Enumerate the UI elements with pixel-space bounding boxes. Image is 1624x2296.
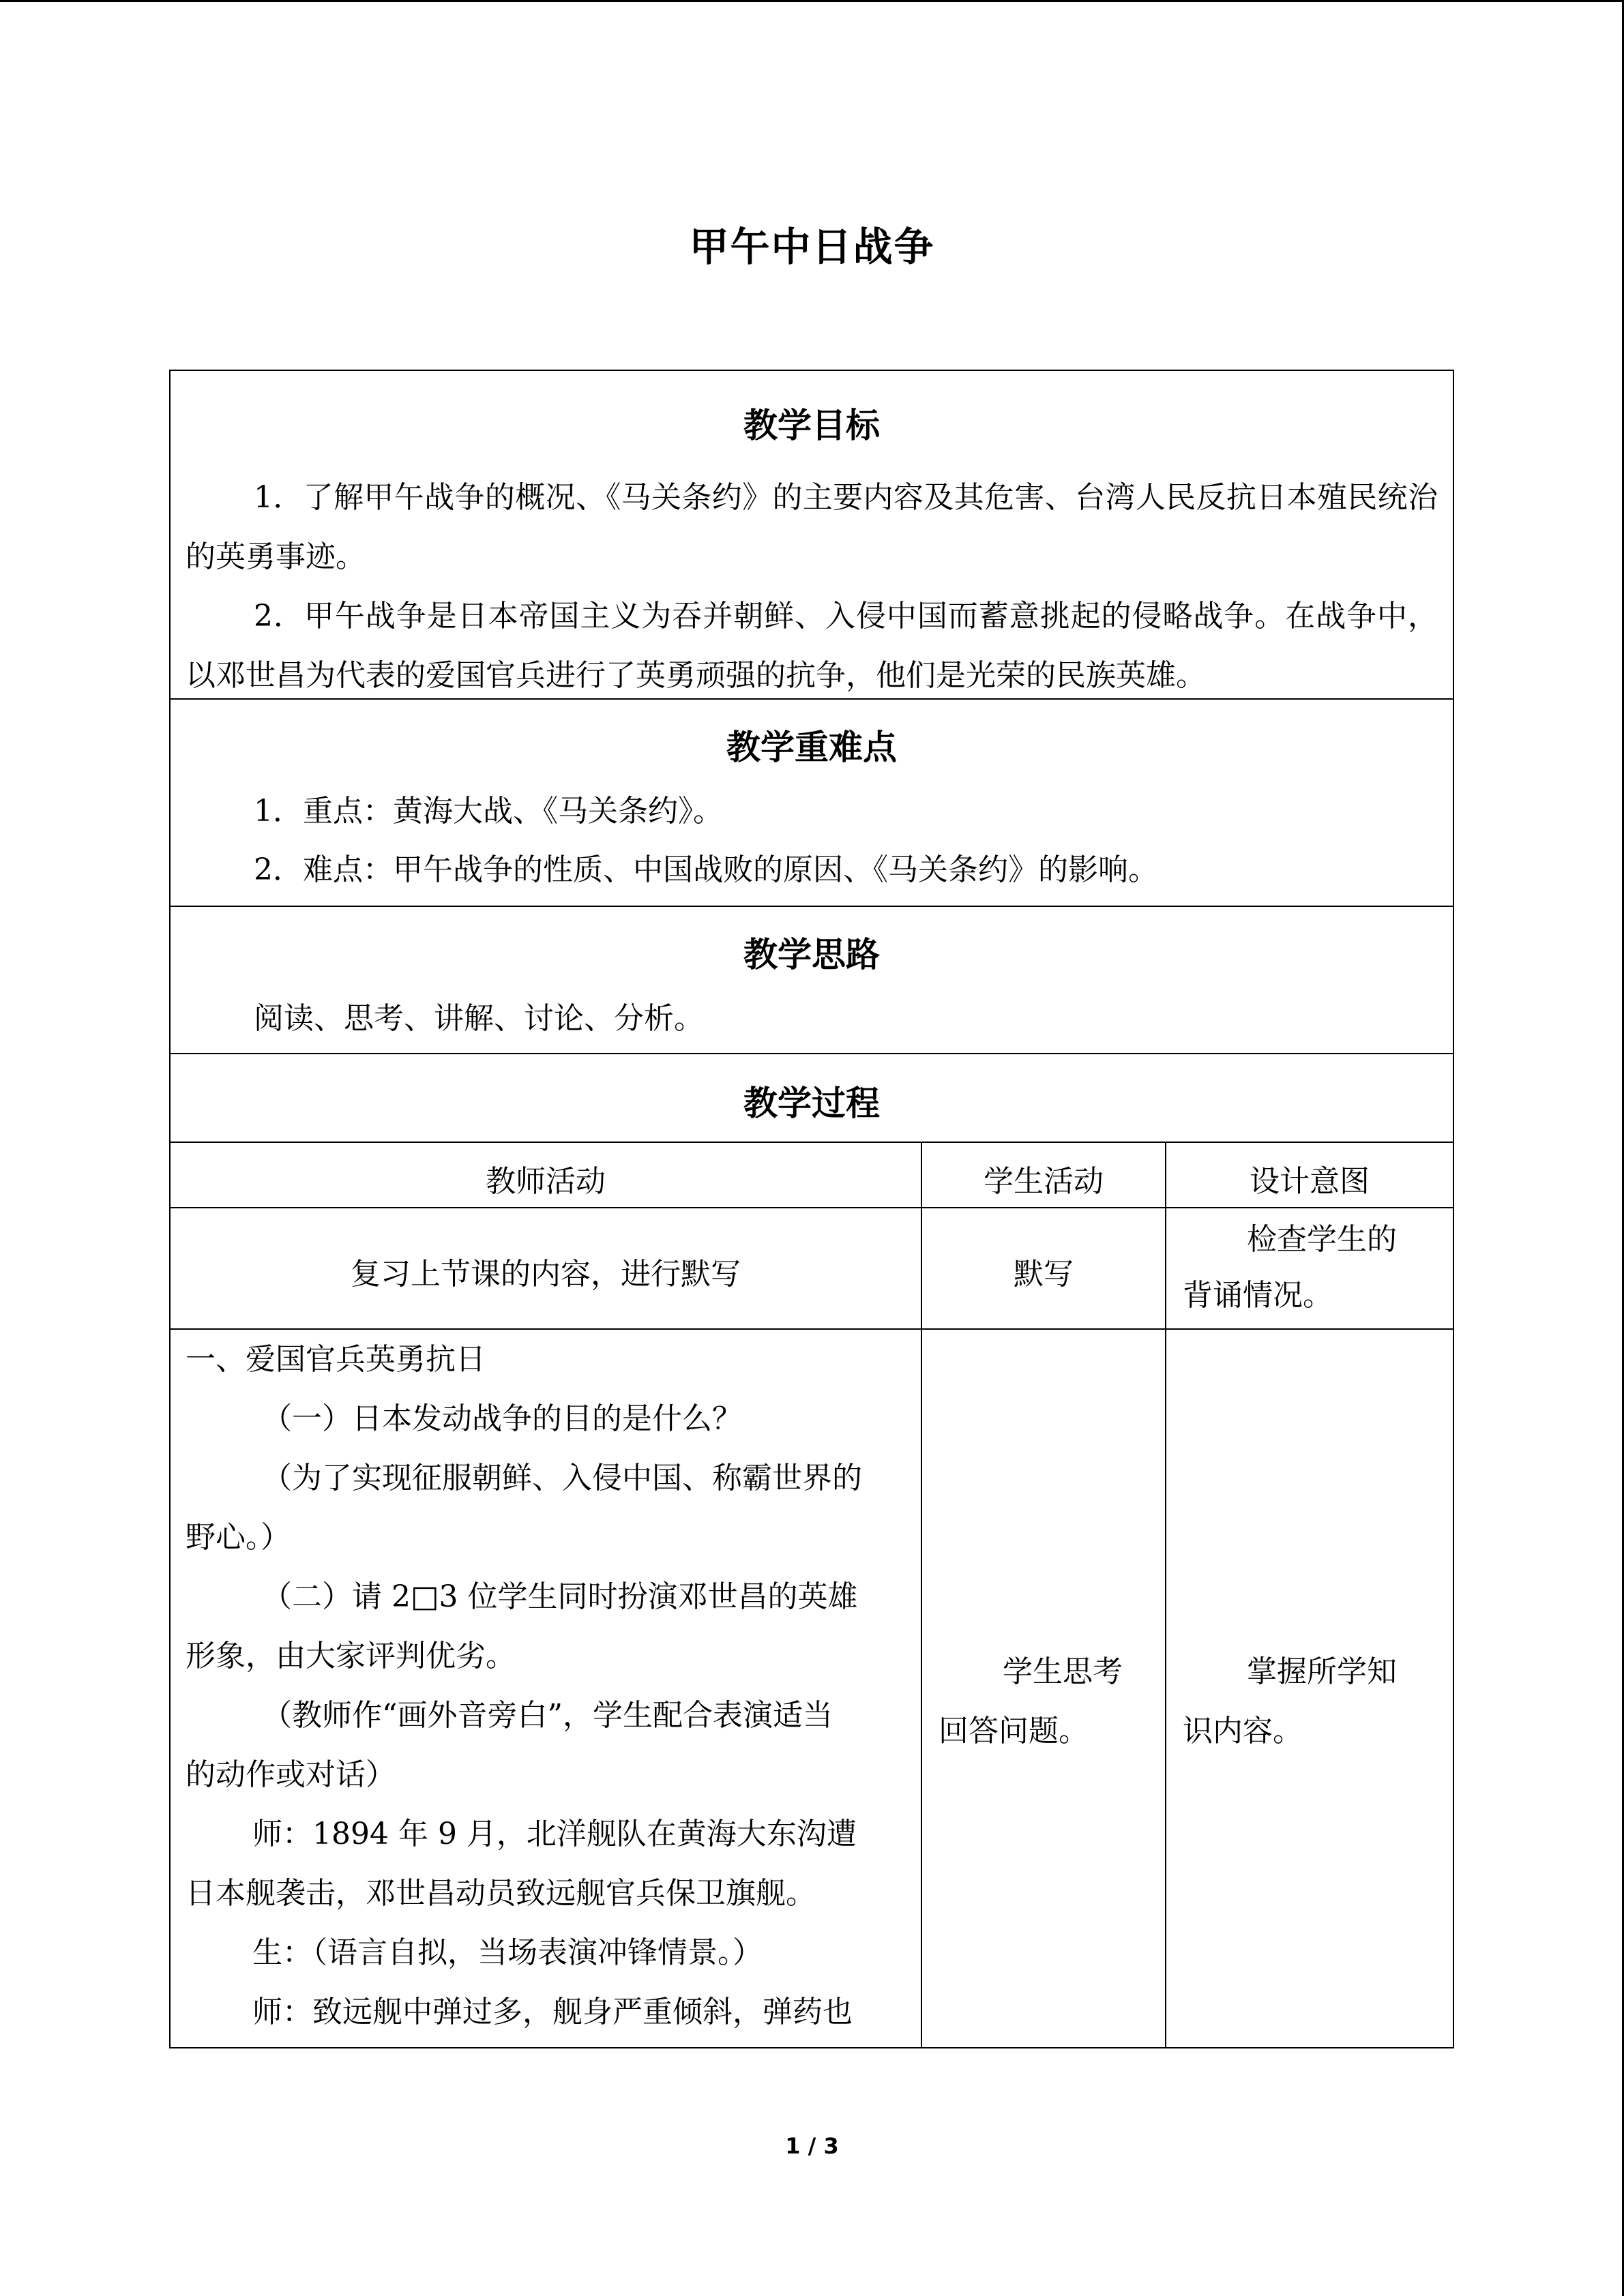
col-header-design: 设计意图 [1250, 1164, 1370, 1199]
objectives-section [169, 370, 1454, 700]
row2-teacher-line-2: （一）日本发动战争的目的是什么？ [262, 1401, 742, 1436]
row1-teacher-cell [169, 1207, 922, 1330]
row2-student-cell [921, 1328, 1166, 2048]
approach-text: 阅读、思考、讲解、讨论、分析。 [254, 1001, 704, 1036]
row2-teacher-line-7: （教师作“画外音旁白”，学生配合表演适当 [262, 1698, 833, 1733]
row2-teacher-line-3: （为了实现征服朝鲜、入侵中国、称霸世界的 [262, 1461, 862, 1495]
keypoints-heading: 教学重难点 [726, 728, 897, 767]
row1-student-text: 默写 [1014, 1257, 1074, 1292]
row2-teacher-line-8: 的动作或对话） [186, 1757, 396, 1792]
approach-section [169, 906, 1454, 1054]
row1-design-line-2: 背诵情况。 [1183, 1278, 1333, 1313]
row2-teacher-cell [169, 1328, 922, 2048]
row1-design-line-1: 检查学生的 [1247, 1222, 1397, 1257]
page-number: 1 / 3 [785, 2133, 839, 2159]
row2-design-line-2: 识内容。 [1183, 1714, 1303, 1748]
keypoints-section [169, 698, 1454, 907]
approach-heading: 教学思路 [743, 935, 880, 974]
row1-teacher-text: 复习上节课的内容，进行默写 [351, 1257, 741, 1292]
row2-student-line-2: 回答问题。 [939, 1714, 1089, 1748]
col-header-design-cell [1165, 1142, 1454, 1208]
row2-teacher-line-9: 师：1894 年 9 月，北洋舰队在黄海大东沟遭 [252, 1817, 857, 1851]
col-header-student-cell [921, 1142, 1166, 1208]
document-title: 甲午中日战争 [689, 224, 935, 270]
keypoint-item-1: 1．重点：黄海大战、《马关条约》。 [254, 794, 723, 829]
row2-teacher-line-11: 生：（语言自拟，当场表演冲锋情景。） [252, 1935, 763, 1970]
col-header-teacher: 教师活动 [486, 1164, 606, 1199]
row2-teacher-line-6: 形象，由大家评判优劣。 [186, 1639, 516, 1673]
process-section [169, 1053, 1454, 1143]
row1-design-cell [1165, 1207, 1454, 1330]
row2-design-cell [1165, 1328, 1454, 2048]
row1-student-cell [921, 1207, 1166, 1330]
row2-teacher-line-10: 日本舰袭击，邓世昌动员致远舰官兵保卫旗舰。 [186, 1876, 816, 1911]
row2-teacher-line-5: （二）请 2□3 位学生同时扮演邓世昌的英雄 [262, 1579, 858, 1614]
objective-item-1: 1．了解甲午战争的概况、《马关条约》的主要内容及其危害、台湾人民反抗日本殖民统治的英勇事迹。 [186, 480, 1438, 574]
col-header-student: 学生活动 [984, 1164, 1104, 1199]
row2-teacher-line-12: 师：致远舰中弹过多，舰身严重倾斜，弹药也 [252, 1995, 853, 2029]
row2-teacher-line-1: 一、爱国官兵英勇抗日 [186, 1342, 486, 1377]
process-heading: 教学过程 [743, 1084, 880, 1123]
objective-item-2: 2．甲午战争是日本帝国主义为吞并朝鲜、入侵中国而蓄意挑起的侵略战争。在战争中，以邓世昌为代表的爱国官兵进行了英勇顽强的抗争，他们是光荣的民族英雄。 [186, 599, 1438, 693]
page-border-top [0, 0, 1624, 2]
keypoint-item-2: 2．难点：甲午战争的性质、中国战败的原因、《马关条约》的影响。 [254, 852, 1158, 887]
col-header-teacher-cell [169, 1142, 922, 1208]
objectives-heading: 教学目标 [743, 406, 880, 445]
row2-teacher-line-4: 野心。） [186, 1520, 291, 1555]
row2-student-line-1: 学生思考 [1003, 1654, 1123, 1689]
row2-design-line-1: 掌握所学知 [1247, 1654, 1397, 1689]
